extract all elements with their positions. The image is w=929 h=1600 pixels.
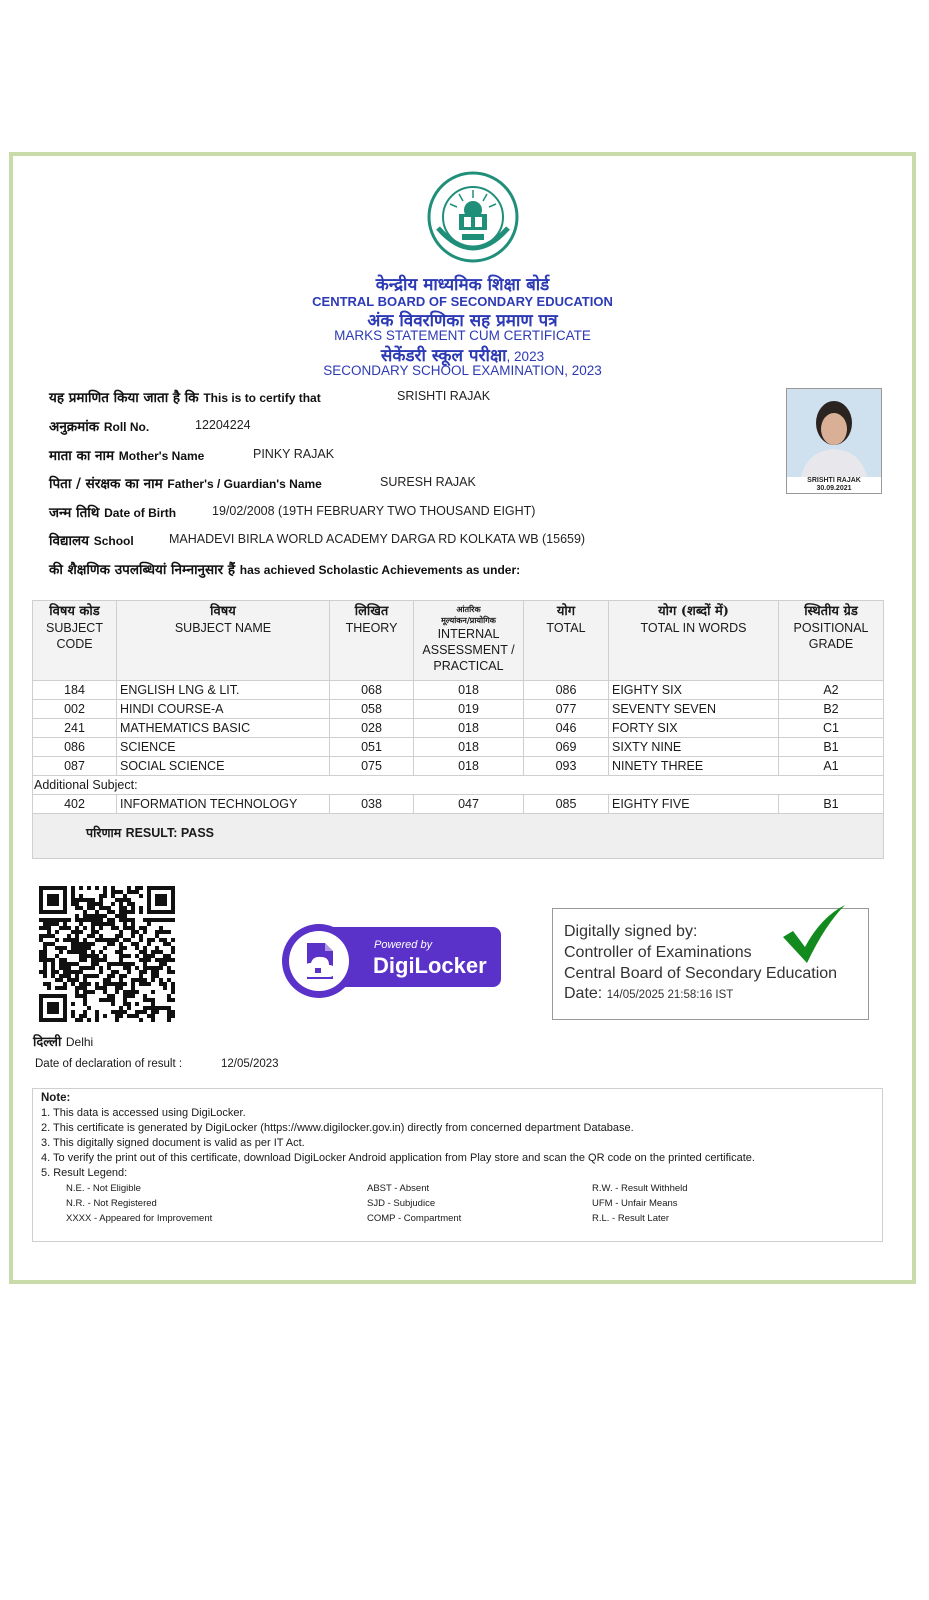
header-positional-grade: स्थितीय ग्रेड POSITIONAL GRADE — [779, 601, 884, 681]
internal-marks: 018 — [414, 681, 524, 700]
total-in-words: EIGHTY FIVE — [609, 795, 779, 814]
internal-marks: 018 — [414, 757, 524, 776]
date-of-birth: 19/02/2008 (19TH FEBRUARY TWO THOUSAND EIGHT) — [212, 504, 536, 518]
father-label: पिता / संरक्षक का नाम Father's / Guardian's Name — [49, 476, 322, 492]
subject-code: 002 — [33, 700, 117, 719]
total-marks: 046 — [524, 719, 609, 738]
header-total: योग TOTAL — [524, 601, 609, 681]
theory-marks: 038 — [330, 795, 414, 814]
note-item: 2. This certificate is generated by DigiLocker (https://www.digilocker.gov.in) directly from concerned department Database. — [41, 1122, 634, 1134]
total-in-words: SIXTY NINE — [609, 738, 779, 757]
internal-marks: 018 — [414, 719, 524, 738]
school-label: विद्यालय School — [49, 533, 134, 549]
total-marks: 069 — [524, 738, 609, 757]
internal-marks: 018 — [414, 738, 524, 757]
additional-subject-label: Additional Subject: — [33, 776, 884, 795]
additional-subject-row — [33, 776, 884, 795]
total-in-words: SEVENTY SEVEN — [609, 700, 779, 719]
subject-code: 402 — [33, 795, 117, 814]
place-label: दिल्ली Delhi — [33, 1035, 94, 1050]
positional-grade: B2 — [779, 700, 884, 719]
signer-title: Controller of Examinations — [564, 944, 752, 961]
legend-item: N.R. - Not Registered — [66, 1198, 157, 1209]
positional-grade: B1 — [779, 795, 884, 814]
legend-item: UFM - Unfair Means — [592, 1198, 678, 1209]
internal-marks: 019 — [414, 700, 524, 719]
theory-marks: 075 — [330, 757, 414, 776]
positional-grade: A2 — [779, 681, 884, 700]
notes-box — [32, 1088, 883, 1242]
legend-item: R.L. - Result Later — [592, 1213, 670, 1224]
roll-number: 12204224 — [195, 418, 251, 432]
board-name-hindi: केन्द्रीय माध्यमिक शिक्षा बोर्ड — [375, 275, 550, 295]
candidate-photo — [786, 388, 882, 494]
total-marks: 086 — [524, 681, 609, 700]
subject-name: SOCIAL SCIENCE — [117, 757, 330, 776]
internal-marks: 047 — [414, 795, 524, 814]
header-subject-name: विषय SUBJECT NAME — [117, 601, 330, 681]
table-row — [33, 738, 884, 757]
subject-code: 184 — [33, 681, 117, 700]
subject-code: 241 — [33, 719, 117, 738]
statement-title-english: MARKS STATEMENT CUM CERTIFICATE — [334, 328, 591, 343]
note-item: 3. This digitally signed document is valid as per IT Act. — [41, 1137, 305, 1149]
subject-code: 087 — [33, 757, 117, 776]
positional-grade: C1 — [779, 719, 884, 738]
mother-name: PINKY RAJAK — [253, 447, 335, 461]
positional-grade: B1 — [779, 738, 884, 757]
qr-code — [39, 886, 175, 1022]
total-marks: 077 — [524, 700, 609, 719]
digilocker-badge — [281, 923, 503, 1003]
digilocker-powered-by: Powered by — [374, 939, 433, 951]
note-item: 4. To verify the print out of this certificate, download DigiLocker Android application from Play store and scan the QR code on the printed certificate. — [41, 1152, 755, 1164]
total-in-words: EIGHTY SIX — [609, 681, 779, 700]
certify-label: यह प्रमाणित किया जाता है कि This is to certify that — [49, 390, 321, 406]
total-marks: 085 — [524, 795, 609, 814]
table-row — [33, 719, 884, 738]
signature-date: Date: 14/05/2025 21:58:16 IST — [564, 985, 734, 1002]
legend-item: COMP - Compartment — [367, 1213, 462, 1224]
signer-org: Central Board of Secondary Education — [564, 965, 838, 982]
dob-label: जन्म तिथि Date of Birth — [49, 505, 177, 521]
legend-item: N.E. - Not Eligible — [66, 1183, 141, 1194]
result-row — [33, 814, 884, 859]
subject-code: 086 — [33, 738, 117, 757]
theory-marks: 058 — [330, 700, 414, 719]
subject-name: HINDI COURSE-A — [117, 700, 330, 719]
theory-marks: 028 — [330, 719, 414, 738]
positional-grade: A1 — [779, 757, 884, 776]
result-pass: परिणाम RESULT: PASS — [86, 825, 214, 840]
subject-name: INFORMATION TECHNOLOGY — [117, 795, 330, 814]
subject-name: ENGLISH LNG & LIT. — [117, 681, 330, 700]
board-name-english: CENTRAL BOARD OF SECONDARY EDUCATION — [312, 294, 613, 309]
header-theory: लिखित THEORY — [330, 601, 414, 681]
note-item: 1. This data is accessed using DigiLocker. — [41, 1107, 246, 1119]
subject-name: MATHEMATICS BASIC — [117, 719, 330, 738]
roll-label: अनुक्रमांक Roll No. — [49, 419, 150, 435]
signed-by-label: Digitally signed by: — [564, 923, 698, 940]
digital-signature-box — [552, 908, 869, 1020]
candidate-name: SRISHTI RAJAK — [397, 389, 491, 403]
theory-marks: 051 — [330, 738, 414, 757]
legend-item: ABST - Absent — [367, 1183, 430, 1194]
digilocker-brand: DigiLocker — [373, 953, 487, 978]
statement-title-hindi: अंक विवरणिका सह प्रमाण पत्र — [367, 311, 558, 331]
certificate-frame — [9, 152, 916, 1284]
header-internal-assessment: आंतरिक मूल्यांकन/प्रायोगिक INTERNAL ASSESSMENT / PRACTICAL — [414, 601, 524, 681]
table-row — [33, 757, 884, 776]
notes-title: Note: — [41, 1092, 71, 1104]
declaration-date-label: Date of declaration of result : — [35, 1058, 183, 1070]
cbse-logo — [426, 170, 520, 264]
table-row — [33, 681, 884, 700]
table-row — [33, 795, 884, 814]
photo-caption: SRISHTI RAJAK 30.09.2021 — [787, 477, 881, 493]
theory-marks: 068 — [330, 681, 414, 700]
achievement-label: की शैक्षणिक उपलब्धियां निम्नानुसार हैं has achieved Scholastic Achievements as under: — [49, 562, 521, 578]
candidate-photo-image — [787, 389, 881, 477]
header-subject-code: विषय कोड SUBJECT CODE — [33, 601, 117, 681]
total-in-words: NINETY THREE — [609, 757, 779, 776]
declaration-date-value: 12/05/2023 — [221, 1058, 279, 1070]
subject-name: SCIENCE — [117, 738, 330, 757]
school-name: MAHADEVI BIRLA WORLD ACADEMY DARGA RD KOLKATA WB (15659) — [169, 532, 586, 546]
mother-label: माता का नाम Mother's Name — [49, 448, 205, 464]
header-total-in-words: योग (शब्दों में) TOTAL IN WORDS — [609, 601, 779, 681]
exam-title-english: SECONDARY SCHOOL EXAMINATION, 2023 — [323, 363, 602, 378]
total-in-words: FORTY SIX — [609, 719, 779, 738]
legend-item: SJD - Subjudice — [367, 1198, 436, 1209]
marks-table — [32, 600, 884, 859]
checkmark-icon — [779, 903, 847, 967]
exam-title-hindi: सेकेंडरी स्कूल परीक्षा, 2023 — [380, 346, 545, 366]
father-name: SURESH RAJAK — [380, 475, 476, 489]
total-marks: 093 — [524, 757, 609, 776]
legend-item: R.W. - Result Withheld — [592, 1183, 688, 1194]
table-row — [33, 700, 884, 719]
note-item: 5. Result Legend: — [41, 1167, 128, 1179]
legend-item: XXXX - Appeared for Improvement — [66, 1213, 213, 1224]
